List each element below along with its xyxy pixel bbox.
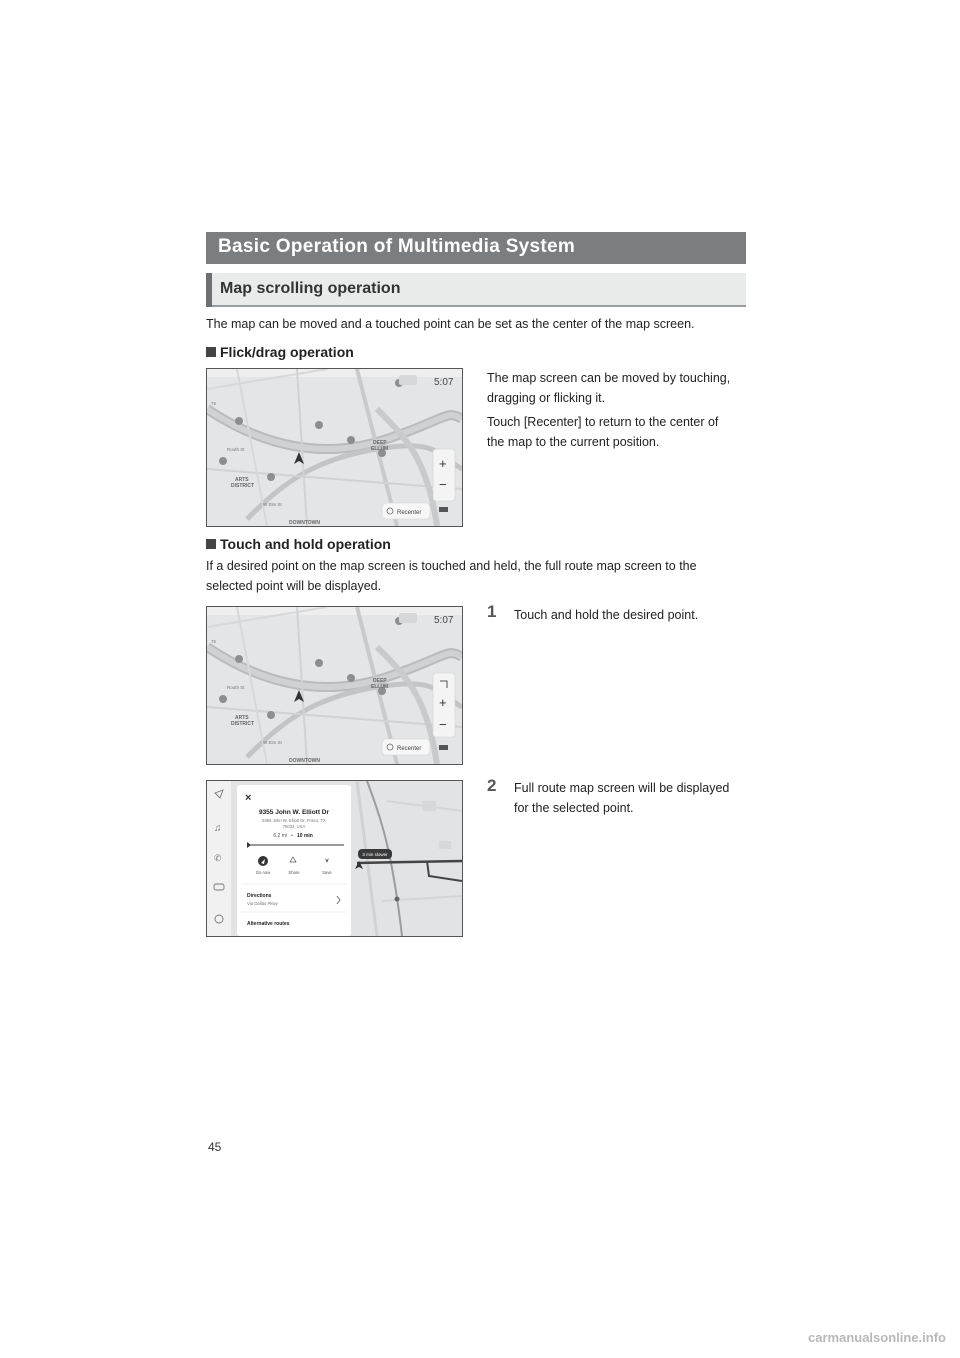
map-label-routh: Routh St	[227, 685, 245, 690]
directions-title[interactable]: Directions	[247, 893, 272, 899]
map-label-hwy: 75	[211, 639, 217, 644]
watermark: carmanualsonline.info	[808, 1330, 946, 1345]
section-title-bar	[206, 232, 746, 264]
route-screenshot	[206, 780, 463, 937]
map-screenshot-flick	[206, 368, 463, 527]
route-duration: 10 min	[297, 833, 313, 839]
map-label-deep: DEEP	[373, 440, 387, 446]
map-illustration	[207, 607, 462, 764]
zoom-in-button[interactable]: +	[439, 695, 447, 710]
step-1-text: Touch and hold the desired point.	[514, 608, 699, 622]
map-label-deep: DEEP	[373, 678, 387, 684]
route-callout-text: 3 min slower	[362, 852, 388, 857]
menu-icon[interactable]	[439, 745, 448, 750]
hold-heading	[206, 536, 391, 552]
map-label-arts: ARTS	[235, 715, 249, 721]
intro-text: The map can be moved and a touched point can be set as the center of the map screen.	[206, 317, 695, 331]
zoom-in-button[interactable]: +	[439, 456, 447, 471]
bullet-square-icon	[206, 539, 216, 549]
map-label-routh: Routh St	[227, 447, 245, 452]
hold-para-line2: selected point will be displayed.	[206, 579, 382, 593]
address-line-1: 9355 John W. Elliott Dr, Frisco, TX	[262, 818, 326, 823]
map-label-elm: W Elm St	[263, 740, 282, 745]
flick-heading	[206, 344, 354, 360]
map-label-district: DISTRICT	[231, 483, 255, 489]
flick-para1-line1: The map screen can be moved by touching,	[487, 371, 731, 385]
subsection-title: Map scrolling operation	[220, 280, 401, 297]
zoom-out-button[interactable]: −	[439, 717, 447, 732]
map-label-ellum: ELLUM	[371, 446, 389, 452]
flick-para2-line1: Touch [Recenter] to return to the center of	[487, 415, 719, 429]
map-illustration	[207, 369, 462, 526]
map-screenshot-hold	[206, 606, 463, 765]
hold-para-line1: If a desired point on the map screen is touched and held, the full route map screen to the	[206, 559, 697, 573]
map-label-hwy: 75	[211, 401, 217, 406]
go-now-label[interactable]: Go now	[255, 870, 271, 875]
hold-heading-text: Touch and hold operation	[220, 536, 391, 552]
map-label-downtown: DOWNTOWN	[289, 758, 321, 764]
close-icon[interactable]: ×	[245, 792, 252, 804]
music-icon[interactable]: ♫	[214, 823, 222, 834]
recenter-label: Recenter	[397, 510, 422, 516]
address-line-2: 75033, USA	[282, 824, 306, 829]
save-label[interactable]: Save	[322, 870, 332, 875]
alt-routes-title[interactable]: Alternative routes	[247, 921, 290, 927]
route-map-illustration	[207, 781, 462, 936]
map-label-arts: ARTS	[235, 477, 249, 483]
clock-text: 5:07	[434, 615, 454, 626]
step-2-line1: Full route map screen will be displayed	[514, 781, 730, 795]
step-2-number: 2	[487, 776, 497, 795]
flick-para1-line2: dragging or flicking it.	[487, 391, 606, 405]
subsection-accent	[206, 273, 212, 307]
flick-heading-text: Flick/drag operation	[220, 344, 354, 360]
phone-icon[interactable]: ✆	[214, 853, 222, 863]
flick-para2-line2: the map to the current position.	[487, 435, 660, 449]
menu-icon[interactable]	[439, 507, 448, 512]
subsection-title-bar	[206, 273, 746, 307]
place-name: 9355 John W. Elliott Dr	[258, 809, 330, 816]
bullet-square-icon	[206, 347, 216, 357]
zoom-out-button[interactable]: −	[439, 477, 447, 492]
map-label-ellum: ELLUM	[371, 684, 389, 690]
page-number: 45	[208, 1140, 222, 1154]
share-label[interactable]: Share	[288, 870, 300, 875]
clock-text: 5:07	[434, 377, 454, 388]
directions-via: Via Dallas Pkwy	[247, 901, 278, 906]
step-1-number: 1	[487, 602, 497, 621]
step-2-line2: for the selected point.	[514, 801, 634, 815]
route-separator: •	[291, 833, 293, 839]
recenter-label: Recenter	[397, 746, 422, 752]
section-title: Basic Operation of Multimedia System	[218, 236, 576, 257]
route-panel	[237, 785, 351, 936]
map-label-downtown: DOWNTOWN	[289, 520, 321, 526]
map-label-district: DISTRICT	[231, 721, 255, 727]
route-distance: 6.2 mi	[273, 833, 287, 839]
map-label-elm: W Elm St	[263, 502, 282, 507]
